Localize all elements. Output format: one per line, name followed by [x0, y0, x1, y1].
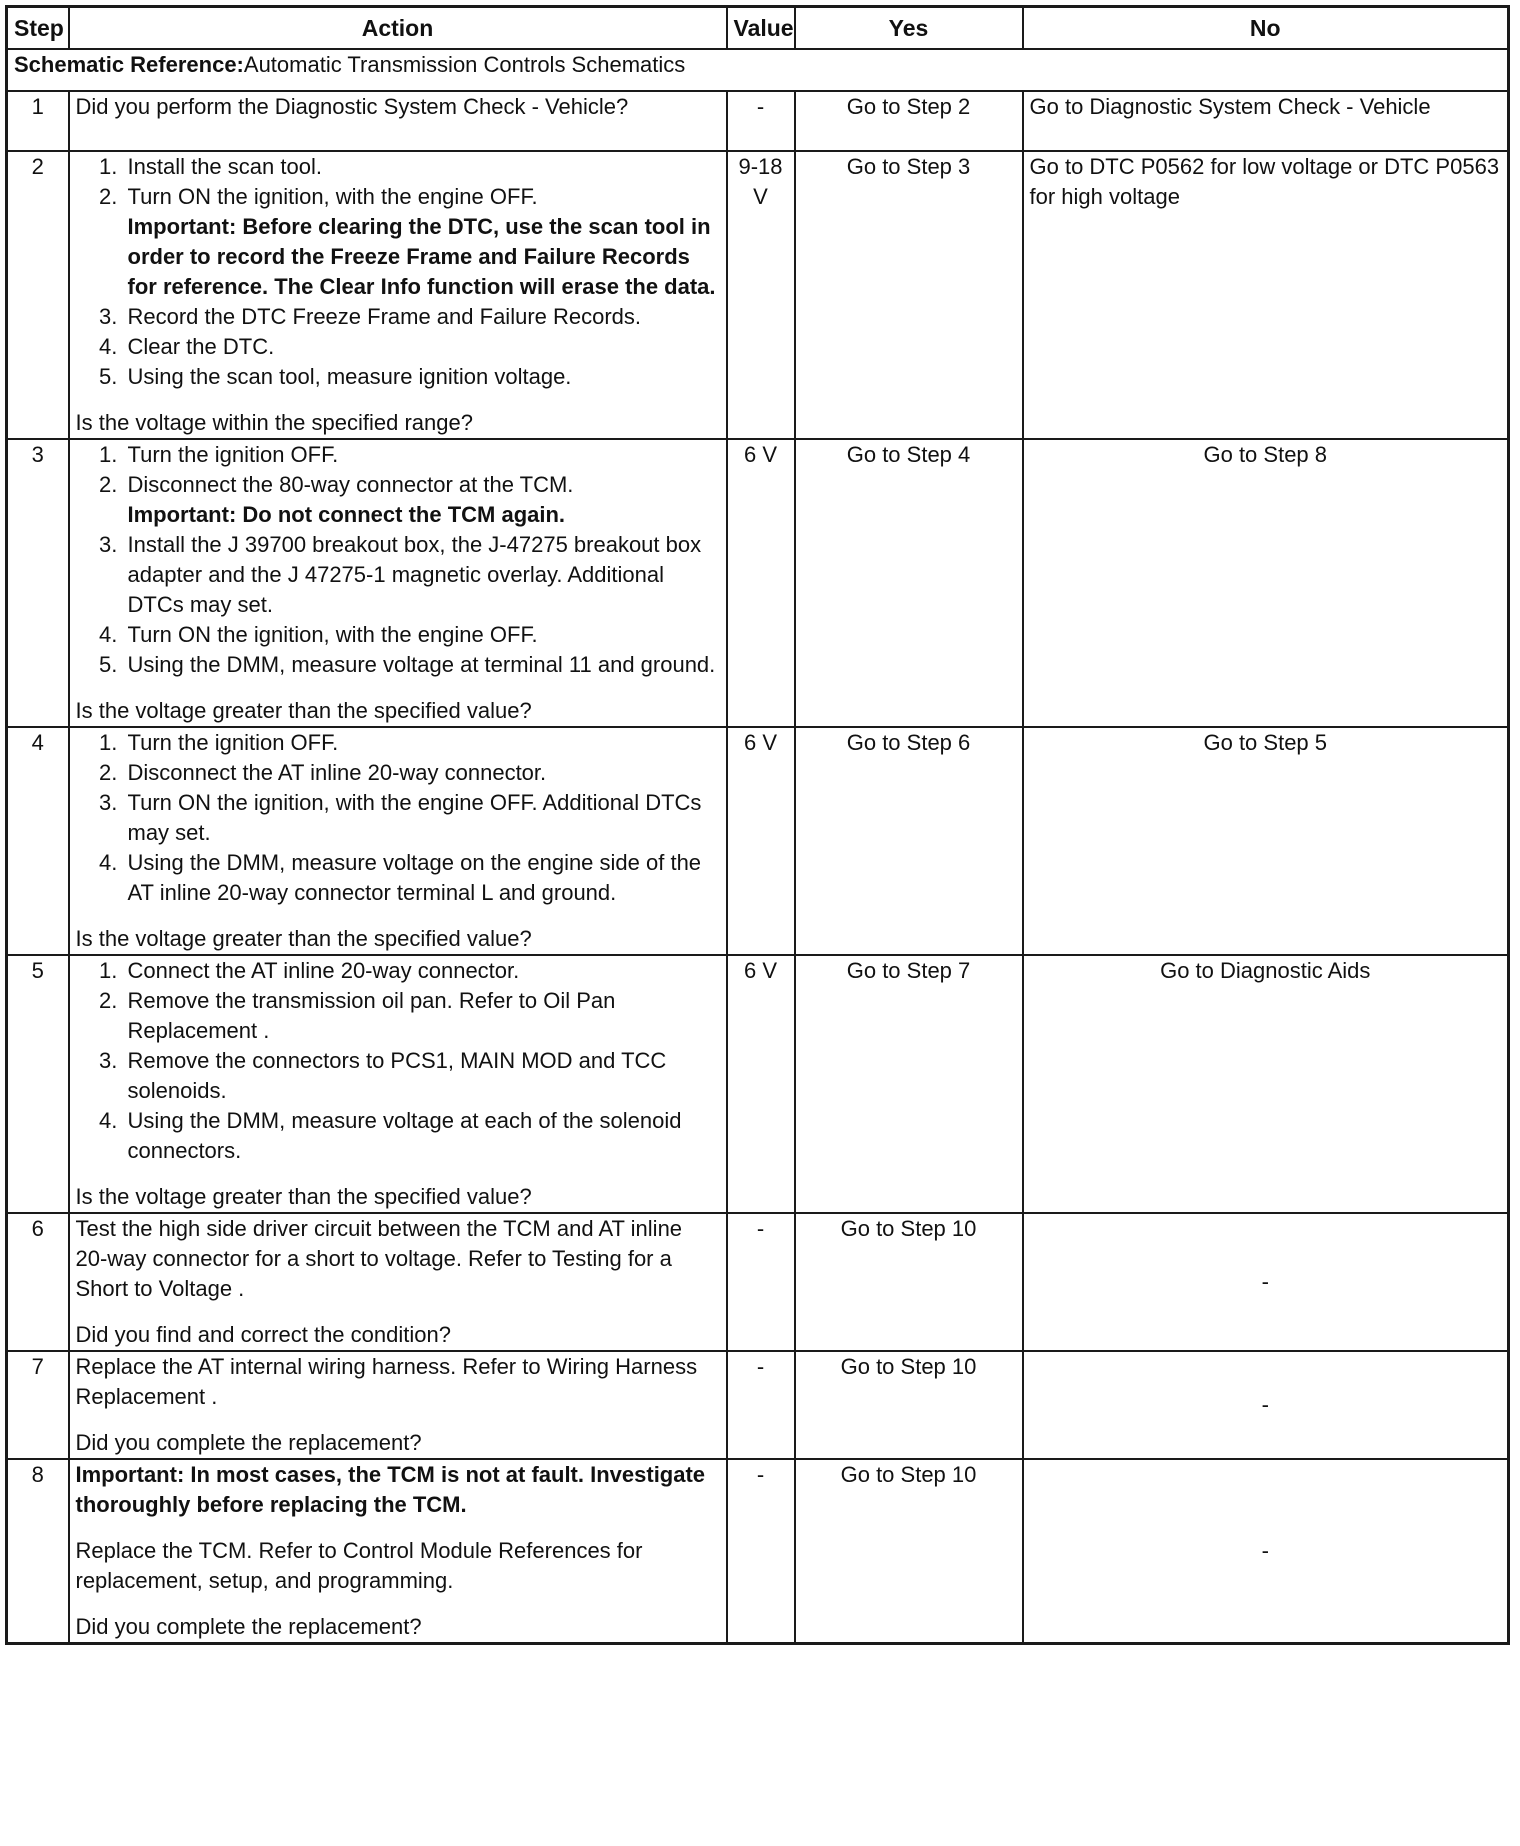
important-note: Important: Before clearing the DTC, use the scan tool in order to record the Freeze Frame and Failure Records for reference. The Clear Info function will erase the data.	[127, 214, 716, 299]
no-cell: -	[1023, 1351, 1509, 1459]
action-steps	[76, 728, 720, 908]
header-no: No	[1023, 7, 1509, 50]
yes-cell[interactable]: Go to Step 10	[795, 1351, 1023, 1459]
step-number: 5	[7, 955, 69, 1213]
step-number: 6	[7, 1213, 69, 1351]
action-step	[124, 470, 720, 530]
table-row	[7, 151, 1509, 439]
action-step: 1. Install the scan tool.	[124, 152, 720, 182]
action-cell	[69, 727, 727, 955]
action-step: 4. Turn ON the ignition, with the engine OFF.	[124, 620, 720, 650]
action-question: Is the voltage within the specified range?	[75, 410, 473, 435]
yes-cell[interactable]: Go to Step 4	[795, 439, 1023, 727]
action-step: 1. Turn the ignition OFF.	[124, 728, 720, 758]
table-row	[7, 1213, 1509, 1351]
no-cell: -	[1023, 1459, 1509, 1644]
step-number: 3	[7, 439, 69, 727]
yes-cell[interactable]: Go to Step 7	[795, 955, 1023, 1213]
action-question: Did you complete the replacement?	[75, 1430, 422, 1455]
action-text: Replace the TCM. Refer to Control Module References for replacement, setup, and programming.	[75, 1538, 643, 1593]
action-step: 5. Using the scan tool, measure ignition voltage.	[124, 362, 720, 392]
action-steps	[76, 440, 720, 680]
no-cell[interactable]: Go to Diagnostic System Check - Vehicle	[1023, 91, 1509, 151]
step-number: 4	[7, 727, 69, 955]
value-cell: -	[727, 1213, 795, 1351]
no-cell[interactable]: Go to DTC P0562 for low voltage or DTC P0563 for high voltage	[1023, 151, 1509, 439]
action-cell	[69, 955, 727, 1213]
action-text: Did you perform the Diagnostic System Check - Vehicle?	[75, 94, 629, 119]
schematic-reference-label: Schematic Reference:	[14, 52, 244, 77]
important-note: Important: Do not connect the TCM again.	[127, 502, 566, 527]
action-text: Replace the AT internal wiring harness. Refer to Wiring Harness Replacement .	[75, 1354, 698, 1409]
diagnostic-document	[5, 5, 1507, 1841]
action-text: Test the high side driver circuit between the TCM and AT inline 20-way connector for a short to voltage. Refer to Testing for a Short to Voltage .	[75, 1216, 683, 1301]
header-step: Step	[7, 7, 69, 50]
action-step	[124, 182, 720, 302]
no-cell[interactable]: Go to Step 5	[1023, 727, 1509, 955]
action-steps	[76, 956, 720, 1166]
action-question: Did you complete the replacement?	[75, 1614, 422, 1639]
diagnostic-table	[5, 5, 1510, 1645]
action-step: 4. Clear the DTC.	[124, 332, 720, 362]
table-row	[7, 439, 1509, 727]
action-step: 1. Connect the AT inline 20-way connector.	[124, 956, 720, 986]
header-action: Action	[69, 7, 727, 50]
value-cell: -	[727, 1459, 795, 1644]
yes-cell[interactable]: Go to Step 10	[795, 1213, 1023, 1351]
important-note: Important: In most cases, the TCM is not at fault. Investigate thoroughly before replacing the TCM.	[75, 1462, 706, 1517]
schematic-reference-row	[7, 49, 1509, 91]
action-cell	[69, 1213, 727, 1351]
action-question: Is the voltage greater than the specified value?	[75, 698, 532, 723]
yes-cell[interactable]: Go to Step 3	[795, 151, 1023, 439]
value-cell: -	[727, 91, 795, 151]
yes-cell[interactable]: Go to Step 10	[795, 1459, 1023, 1644]
value-cell: 6 V	[727, 727, 795, 955]
header-row	[7, 7, 1509, 50]
action-step: 5. Using the DMM, measure voltage at terminal 11 and ground.	[124, 650, 720, 680]
table-row	[7, 1351, 1509, 1459]
yes-cell[interactable]: Go to Step 6	[795, 727, 1023, 955]
table-row	[7, 955, 1509, 1213]
action-step: 4. Using the DMM, measure voltage at each of the solenoid connectors.	[124, 1106, 720, 1166]
action-cell	[69, 439, 727, 727]
schematic-reference-link[interactable]: Automatic Transmission Controls Schematics	[243, 52, 686, 77]
action-question: Did you find and correct the condition?	[75, 1322, 451, 1347]
value-cell: 6 V	[727, 955, 795, 1213]
action-step: 1. Turn the ignition OFF.	[124, 440, 720, 470]
action-step: 3. Record the DTC Freeze Frame and Failure Records.	[124, 302, 720, 332]
action-cell	[69, 151, 727, 439]
action-step: 3. Install the J 39700 breakout box, the J-47275 breakout box adapter and the J 47275-1 magnetic overlay. Additional DTCs may set.	[124, 530, 720, 620]
table-row	[7, 91, 1509, 151]
action-step: 3. Remove the connectors to PCS1, MAIN MOD and TCC solenoids.	[124, 1046, 720, 1106]
header-yes: Yes	[795, 7, 1023, 50]
action-cell	[69, 1459, 727, 1644]
no-cell[interactable]: Go to Diagnostic Aids	[1023, 955, 1509, 1213]
action-step: 2. Remove the transmission oil pan. Refer to Oil Pan Replacement .	[124, 986, 720, 1046]
action-step-text: Turn ON the ignition, with the engine OFF.	[127, 184, 538, 209]
action-question: Is the voltage greater than the specified value?	[75, 1184, 532, 1209]
schematic-reference	[7, 49, 1509, 91]
table-row	[7, 1459, 1509, 1644]
action-step: 3. Turn ON the ignition, with the engine OFF. Additional DTCs may set.	[124, 788, 720, 848]
value-cell: -	[727, 1351, 795, 1459]
value-cell: 9-18 V	[727, 151, 795, 439]
action-step: 4. Using the DMM, measure voltage on the engine side of the AT inline 20-way connector terminal L and ground.	[124, 848, 720, 908]
header-value: Value	[727, 7, 795, 50]
action-steps	[76, 152, 720, 392]
no-cell[interactable]: Go to Step 8	[1023, 439, 1509, 727]
no-cell: -	[1023, 1213, 1509, 1351]
value-cell: 6 V	[727, 439, 795, 727]
action-step: 2. Disconnect the AT inline 20-way connector.	[124, 758, 720, 788]
action-question: Is the voltage greater than the specified value?	[75, 926, 532, 951]
action-cell	[69, 1351, 727, 1459]
action-step-text: Disconnect the 80-way connector at the TCM.	[127, 472, 574, 497]
step-number: 2	[7, 151, 69, 439]
step-number: 1	[7, 91, 69, 151]
table-row	[7, 727, 1509, 955]
step-number: 8	[7, 1459, 69, 1644]
yes-cell[interactable]: Go to Step 2	[795, 91, 1023, 151]
action-cell	[69, 91, 727, 151]
step-number: 7	[7, 1351, 69, 1459]
